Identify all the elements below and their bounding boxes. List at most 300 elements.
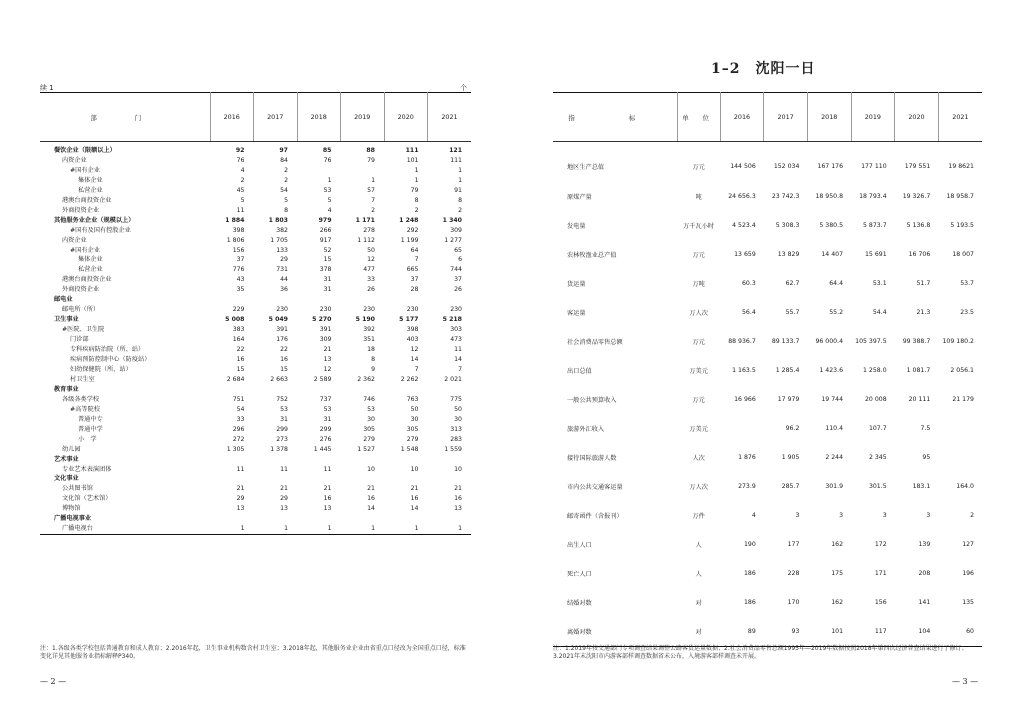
row-label: 港澳台商投资企业 [62, 196, 112, 204]
cell-value: 93 [791, 627, 800, 635]
cell-value: 26 [454, 286, 462, 294]
table-row [40, 315, 471, 325]
cell-value: 2 345 [868, 453, 887, 461]
cell-value: 7 [414, 256, 419, 264]
cell-value: 18 007 [952, 250, 974, 258]
cell-value: 18 [367, 346, 375, 354]
cell-value: 398 [406, 326, 419, 334]
cell-value [428, 295, 472, 305]
cell-value: 104 [918, 627, 931, 635]
cell-value: 14 [454, 356, 462, 364]
cell-value: 1 [458, 166, 462, 174]
unit-cell: 万美元 [689, 367, 708, 375]
cell-value: 23 742.3 [771, 192, 800, 200]
table-row [553, 211, 982, 240]
cell-value [297, 385, 341, 395]
cell-value: 230 [319, 306, 332, 314]
cell-value: 111 [450, 156, 462, 164]
cell-value: 19 8621 [948, 163, 974, 171]
cell-value: 1 081.7 [906, 366, 931, 374]
cell-value: 228 [787, 570, 800, 578]
cell-value: 279 [406, 435, 419, 443]
cell-value: 14 [410, 505, 419, 513]
cell-value: 177 [787, 541, 800, 549]
cell-value: 5 049 [268, 316, 288, 324]
cell-value: 230 [363, 306, 375, 314]
unit-cell: 吨 [695, 193, 702, 201]
table-row [40, 375, 471, 385]
cell-value: 2 [240, 176, 245, 184]
cell-value: 7 [371, 196, 375, 204]
cell-value: 31 [280, 415, 288, 423]
cell-value [384, 295, 428, 305]
cell-value: 12 [410, 346, 419, 354]
cell-value: 309 [319, 336, 332, 344]
row-label: 教育事业 [54, 385, 79, 393]
cell-value: 21 [454, 485, 462, 493]
cell-value: 53 [280, 405, 288, 413]
cell-value: 190 [743, 541, 756, 549]
cell-value: 179 551 [904, 163, 931, 171]
cell-value [210, 474, 254, 484]
cell-value: 4 [327, 206, 332, 214]
cell-value [384, 514, 428, 524]
cell-value [428, 474, 472, 484]
cell-value: 313 [450, 425, 462, 433]
cell-value: 144 506 [730, 163, 756, 171]
table-row [40, 186, 471, 196]
cell-value: 2 244 [825, 453, 844, 461]
cell-value: 196 [962, 570, 974, 578]
indicator-label: 社会消费品零售总额 [567, 338, 623, 346]
cell-value: 2 056.1 [950, 366, 974, 374]
cell-value [341, 166, 385, 176]
row-label: 幼儿园 [62, 445, 81, 453]
row-label: 卫生事业 [54, 316, 79, 324]
cell-value: 16 [367, 495, 375, 503]
cell-value: 21 [410, 485, 419, 493]
cell-value: 2 262 [400, 375, 419, 383]
cell-value [254, 455, 298, 465]
table-row [553, 356, 982, 385]
row-label: 私营企业 [78, 186, 103, 194]
cell-value: 19 744 [821, 395, 844, 403]
cell-value: 164.0 [956, 482, 974, 490]
table-row [553, 530, 982, 559]
cell-value: 91 [454, 186, 462, 194]
cell-value: 50 [367, 246, 375, 254]
cell-value: 162 [831, 541, 844, 549]
table-row [40, 325, 471, 335]
cell-value: 183.1 [912, 482, 931, 490]
cell-value: 21.3 [916, 308, 931, 316]
cell-value: 16 [236, 356, 245, 364]
cell-value: 1 340 [442, 216, 462, 224]
cell-value: 109 180.2 [942, 337, 974, 345]
cell-value: 351 [363, 336, 375, 344]
cell-value: 276 [319, 435, 332, 443]
cell-value: 391 [319, 326, 332, 334]
table-row [40, 295, 471, 305]
indicator-label: 市内公共交通客运量 [567, 483, 623, 491]
footnote: 注：1.各级各类学校包括普通教育和成人教育；2.2016年起，卫生事业机构数含村卫生室；3.2018年起，其他服务业企业由省重点口径改为全国重点口径，标准变化详见其他服务业指标解释P340。 [40, 645, 466, 660]
cell-value: 156 [874, 599, 887, 607]
cell-value: 2 663 [270, 375, 288, 383]
indicator-label: 一般公共预算收入 [567, 396, 617, 404]
cell-value: 18 793.4 [859, 192, 887, 200]
cell-value: 4 523.4 [732, 221, 756, 229]
table-row [40, 504, 471, 514]
cell-value: 79 [367, 156, 375, 164]
table-row [40, 156, 471, 166]
table-row [40, 196, 471, 206]
cell-value: 273.9 [738, 482, 756, 490]
header-year: 2017 [254, 93, 298, 142]
cell-value: 2 [970, 512, 974, 520]
table-row [40, 365, 471, 375]
cell-value [341, 514, 385, 524]
cell-value: 382 [276, 226, 288, 234]
cell-value: 84 [280, 156, 288, 164]
cell-value [938, 414, 982, 443]
cell-value: 1 [327, 525, 332, 533]
table-row [40, 176, 471, 186]
cell-value: 1 305 [226, 445, 245, 453]
cell-value: 1 285.4 [775, 366, 800, 374]
row-label: 普通中专 [78, 415, 103, 423]
cell-value: 37 [236, 256, 245, 264]
cell-value: 278 [363, 226, 375, 234]
cell-value: 309 [450, 226, 462, 234]
cell-value: 4 [751, 512, 756, 520]
header-department: 部 门 [40, 93, 210, 142]
unit-cell: 万元 [692, 396, 705, 404]
indicator-label: 客运量 [567, 309, 586, 317]
cell-value: 299 [319, 425, 332, 433]
cell-value: 6 [458, 256, 462, 264]
cell-value: 7.5 [920, 424, 931, 432]
unit-cell: 万千瓦小时 [683, 222, 715, 230]
cell-value: 775 [450, 395, 462, 403]
cell-value: 17 979 [777, 395, 800, 403]
cell-value: 392 [363, 326, 375, 334]
cell-value [297, 295, 341, 305]
cell-value: 37 [454, 276, 462, 284]
cell-value: 135 [962, 599, 974, 607]
cell-value: 301.9 [825, 482, 844, 490]
cell-value: 303 [450, 326, 462, 334]
cell-value: 127 [962, 541, 974, 549]
table-row [553, 559, 982, 588]
cell-value: 167 176 [817, 163, 844, 171]
cell-value: 285.7 [781, 482, 800, 490]
cell-value: 1 171 [355, 216, 375, 224]
page-title: 1–2 沈阳一日 [711, 61, 816, 77]
unit-cell: 万元 [692, 164, 705, 172]
table-header-row [40, 93, 471, 142]
table-row [40, 265, 471, 275]
cell-value: 12 [323, 365, 332, 373]
cell-value: 152 034 [773, 163, 800, 171]
cell-value: 14 407 [821, 250, 844, 258]
cell-value: 301.5 [868, 482, 887, 490]
cell-value [210, 385, 254, 395]
cell-value: 5 177 [399, 316, 419, 324]
indicator-label: 出生人口 [567, 542, 592, 550]
cell-value: 5 [284, 196, 288, 204]
cell-value [384, 474, 428, 484]
cell-value: 10 [367, 465, 375, 473]
row-label: #国有企业 [70, 166, 100, 174]
cell-value: 15 691 [865, 250, 887, 258]
cell-value: 283 [450, 435, 462, 443]
table-row [553, 269, 982, 298]
cell-value: 53 [323, 405, 332, 413]
cell-value: 776 [232, 266, 245, 274]
cell-value: 19 326.7 [902, 192, 931, 200]
cell-value: 1 423.6 [819, 366, 844, 374]
header-year: 2020 [384, 93, 428, 142]
cell-value: 101 [406, 156, 419, 164]
cell-value: 266 [319, 226, 332, 234]
cell-value: 477 [363, 266, 375, 274]
cell-value: 665 [406, 266, 419, 274]
indicator-label: 邮寄函件（含报刊） [567, 513, 623, 521]
cell-value: 79 [410, 186, 419, 194]
row-label: 博物馆 [62, 505, 81, 513]
cell-value: 13 829 [777, 250, 800, 258]
header-year: 2017 [764, 93, 808, 142]
cell-value: 54 [280, 186, 288, 194]
cell-value: 2 [371, 206, 375, 214]
row-label: 公共图书馆 [62, 485, 93, 493]
cell-value: 5 190 [355, 316, 375, 324]
table-row [553, 501, 982, 530]
table-row [40, 226, 471, 236]
table-row [553, 385, 982, 414]
cell-value: 230 [276, 306, 288, 314]
row-label: 广播电视台 [62, 525, 93, 533]
cell-value: 60 [966, 627, 974, 635]
cell-value: 111 [405, 147, 419, 154]
cell-value: 11 [280, 465, 288, 473]
cell-value: 744 [450, 266, 462, 274]
cell-value: 13 [323, 356, 332, 364]
row-label: 其他服务业企业（规模以上） [54, 216, 135, 224]
row-label: 文化事业 [54, 475, 79, 483]
cell-value: 121 [449, 147, 462, 154]
table-row [553, 327, 982, 356]
cell-value: 89 [747, 627, 756, 635]
cell-value: 99 388.7 [902, 337, 931, 345]
cell-value: 1 [240, 525, 245, 533]
cell-value: 378 [319, 266, 332, 274]
cell-value: 55.7 [785, 308, 800, 316]
cell-value: 2 684 [226, 375, 245, 383]
table-row [40, 255, 471, 265]
unit-cell: 人 [695, 542, 702, 550]
cell-value: 37 [410, 276, 419, 284]
header-unit: 单 位 [677, 93, 720, 142]
cell-value: 2 [284, 176, 288, 184]
row-label: #医院、卫生院 [62, 326, 105, 334]
cell-value: 21 [280, 485, 288, 493]
indicator-label: 旅游外汇收入 [567, 425, 605, 433]
cell-value: 1 559 [444, 445, 462, 453]
cell-value: 398 [232, 226, 245, 234]
table-row [40, 415, 471, 425]
departments-table [40, 92, 471, 535]
cell-value: 92 [235, 147, 245, 154]
cell-value: 54 [236, 405, 245, 413]
row-label: 外商投资企业 [62, 206, 100, 214]
cell-value [384, 385, 428, 395]
cell-value: 230 [406, 306, 419, 314]
cell-value: 1 [414, 166, 419, 174]
cell-value: 30 [367, 415, 375, 423]
cell-value: 2 [284, 166, 288, 174]
cell-value: 170 [787, 599, 800, 607]
indicator-label: 地区生产总值 [567, 164, 605, 172]
cell-value: 7 [458, 365, 462, 373]
table-row [40, 465, 471, 475]
cell-value: 60.3 [742, 279, 756, 287]
row-label: 邮电所（所） [62, 306, 100, 314]
cell-value: 208 [918, 570, 931, 578]
cell-value: 979 [318, 216, 332, 224]
row-label: 邮电业 [54, 296, 73, 304]
cell-value: 107.7 [868, 424, 887, 432]
cell-value: 9 [371, 365, 375, 373]
table-row [40, 275, 471, 285]
cell-value: 7 [414, 365, 419, 373]
cell-value: 3 [795, 512, 800, 520]
cell-value: 2 021 [444, 375, 462, 383]
row-label: 各级各类学校 [62, 395, 100, 403]
row-label: 集体企业 [78, 256, 103, 264]
table-row [553, 298, 982, 327]
cell-value: 1 445 [313, 445, 332, 453]
cell-value: 133 [276, 246, 288, 254]
cell-value [254, 295, 298, 305]
cell-value: 141 [918, 599, 931, 607]
cell-value: 5 136.8 [906, 221, 931, 229]
cell-value: 85 [322, 147, 332, 154]
cell-value: 21 [236, 485, 245, 493]
cell-value: 26 [367, 286, 375, 294]
cell-value: 3 [882, 512, 887, 520]
cell-value: 64 [410, 246, 419, 254]
cell-value: 117 [874, 627, 887, 635]
cell-value: 50 [454, 405, 462, 413]
table-row [40, 285, 471, 295]
header-year: 2019 [341, 93, 385, 142]
row-label: 专业艺术表演团体 [62, 465, 112, 473]
cell-value: 21 [323, 485, 332, 493]
cell-value: 56.4 [742, 308, 756, 316]
row-label: 疾病预防控制中心（防疫站） [70, 356, 151, 364]
indicator-label: 接待国际旅游人数 [567, 454, 617, 462]
cell-value [210, 455, 254, 465]
cell-value: 12 [367, 256, 375, 264]
cell-value: 51.7 [916, 279, 931, 287]
table-row [40, 484, 471, 494]
cell-value [384, 455, 428, 465]
table-row [553, 414, 982, 443]
table-row [40, 514, 471, 524]
row-label: 外商投资企业 [62, 286, 100, 294]
cell-value: 2 589 [313, 375, 332, 383]
cell-value: 15 [323, 256, 332, 264]
cell-value: 89 133.7 [771, 337, 800, 345]
table-row [40, 335, 471, 345]
cell-value: 1 905 [781, 453, 800, 461]
cell-value: 96.2 [785, 424, 800, 432]
cell-value: 746 [363, 395, 375, 403]
table-row [40, 395, 471, 405]
table-row [40, 246, 471, 256]
cell-value: 273 [276, 435, 288, 443]
indicator-label: 农林牧渔业总产值 [567, 251, 617, 259]
cell-value: 5 873.7 [863, 221, 887, 229]
cell-value: 29 [280, 256, 288, 264]
header-year: 2020 [895, 93, 939, 142]
cell-value: 11 [236, 206, 245, 214]
cell-value: 105 397.5 [855, 337, 887, 345]
footnote: 注：1.2019年按交通部门专项调查结果调整公路客货运量数据；2.社会消费品零售总额1995年—2019年数据按照2018年第四次经济普查结果进行了修订；3.2021年末沈阳市内游客部样调查数据省未公布，入境游客部样调查未开展。 [553, 645, 968, 660]
cell-value: 22 [236, 346, 245, 354]
cell-value: 1 803 [268, 216, 288, 224]
table-row [40, 206, 471, 216]
cell-value: 1 [458, 176, 462, 184]
cell-value: 305 [363, 425, 375, 433]
cell-value: 1 248 [399, 216, 419, 224]
cell-value: 35 [236, 286, 245, 294]
cell-value [428, 514, 472, 524]
cell-value: 31 [323, 286, 332, 294]
header-year: 2018 [297, 93, 341, 142]
table-row [553, 142, 982, 182]
cell-value: 101 [831, 627, 844, 635]
table-row [40, 385, 471, 395]
header-year: 2018 [807, 93, 851, 142]
cell-value: 95 [922, 453, 931, 461]
cell-value: 21 [323, 346, 332, 354]
cell-value: 36 [280, 286, 288, 294]
cell-value: 763 [406, 395, 419, 403]
cell-value: 30 [410, 415, 419, 423]
cell-value: 403 [406, 336, 419, 344]
cell-value: 139 [918, 541, 931, 549]
cell-value: 186 [743, 599, 756, 607]
cell-value: 5 [327, 196, 332, 204]
cell-value: 31 [323, 276, 332, 284]
cell-value: 5 193.5 [950, 221, 974, 229]
cell-value: 2 [414, 206, 419, 214]
cell-value: 55.2 [829, 308, 844, 316]
header-year: 2021 [938, 93, 982, 142]
unit-cell: 万件 [692, 513, 705, 521]
cell-value: 97 [279, 147, 288, 154]
cell-value [254, 385, 298, 395]
cell-value: 53 [367, 405, 375, 413]
cell-value: 13 [323, 505, 332, 513]
table-row [40, 166, 471, 176]
cell-value [297, 166, 341, 176]
cell-value: 45 [236, 186, 245, 194]
cell-value: 18 958.7 [946, 192, 974, 200]
row-label: #国有及国有控股企业 [70, 226, 131, 234]
